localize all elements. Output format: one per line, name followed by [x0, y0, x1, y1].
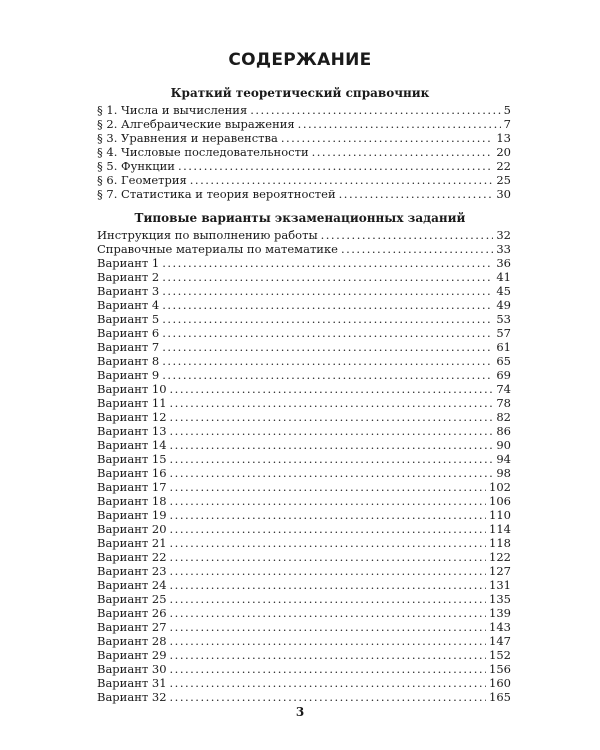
toc-entry-page: 57: [496, 326, 511, 340]
toc-entry-page: 45: [496, 284, 511, 298]
toc-entry-label: § 2. Алгебраические выражения: [97, 117, 295, 131]
toc-entry[interactable]: [97, 648, 511, 662]
toc-entry-label: Инструкция по выполнению работы: [97, 228, 318, 242]
toc-dot-leader: [162, 354, 493, 368]
toc-dot-leader: [190, 173, 494, 187]
toc-entry-label: Вариант 19: [97, 508, 167, 522]
toc-entry-page: 82: [496, 410, 511, 424]
toc-dot-leader: [339, 187, 494, 201]
toc-entry[interactable]: [97, 298, 511, 312]
toc-entry-label: Вариант 27: [97, 620, 167, 634]
toc-dot-leader: [170, 578, 487, 592]
toc-dot-leader: [162, 256, 493, 270]
toc-entry-page: 147: [489, 634, 511, 648]
toc-entry-label: Вариант 21: [97, 536, 167, 550]
toc-dot-leader: [162, 326, 493, 340]
toc-entry[interactable]: [97, 620, 511, 634]
toc-entry-page: 20: [496, 145, 511, 159]
toc-entry-label: Вариант 7: [97, 340, 160, 354]
toc-entry[interactable]: [97, 690, 511, 704]
toc-dot-leader: [170, 480, 487, 494]
toc-entry[interactable]: [97, 312, 511, 326]
toc-entry[interactable]: [97, 606, 511, 620]
toc-entry[interactable]: [97, 466, 511, 480]
toc-entry-page: 7: [503, 117, 511, 131]
toc-entry-page: 131: [489, 578, 511, 592]
toc-entry-page: 5: [503, 103, 511, 117]
toc-dot-leader: [170, 676, 487, 690]
toc-dot-leader: [170, 424, 494, 438]
toc-dot-leader: [170, 466, 494, 480]
toc-entry-label: § 6. Геометрия: [97, 173, 187, 187]
toc-entry[interactable]: [97, 424, 511, 438]
toc-dot-leader: [170, 382, 494, 396]
toc-entry[interactable]: [97, 103, 511, 117]
toc-entry[interactable]: [97, 117, 511, 131]
toc-entry-page: 69: [496, 368, 511, 382]
toc-entry[interactable]: [97, 438, 511, 452]
toc-entry[interactable]: [97, 396, 511, 410]
toc-dot-leader: [298, 117, 501, 131]
toc-entry-label: § 3. Уравнения и неравенства: [97, 131, 278, 145]
toc-entry[interactable]: [97, 564, 511, 578]
toc-entry-label: Вариант 11: [97, 396, 167, 410]
toc-entry[interactable]: [97, 494, 511, 508]
toc-entry-page: 139: [489, 606, 511, 620]
toc-entry[interactable]: [97, 187, 511, 201]
toc-entry-page: 127: [489, 564, 511, 578]
toc-entry-label: Вариант 16: [97, 466, 167, 480]
toc-dot-leader: [170, 536, 487, 550]
toc-entry[interactable]: [97, 284, 511, 298]
toc-entry-label: Вариант 13: [97, 424, 167, 438]
toc-entry-page: 78: [496, 396, 511, 410]
toc-entry[interactable]: [97, 508, 511, 522]
toc-entry-label: Вариант 26: [97, 606, 167, 620]
toc-entry-label: Вариант 12: [97, 410, 167, 424]
toc-entry[interactable]: [97, 326, 511, 340]
toc-entry[interactable]: [97, 578, 511, 592]
toc-entry-page: 90: [496, 438, 511, 452]
toc-dot-leader: [170, 508, 487, 522]
toc-entry-label: § 5. Функции: [97, 159, 175, 173]
toc-entry[interactable]: [97, 382, 511, 396]
toc-entry-page: 160: [489, 676, 511, 690]
toc-entry-page: 106: [489, 494, 511, 508]
toc-entry-label: Вариант 8: [97, 354, 160, 368]
toc-entry[interactable]: [97, 145, 511, 159]
section-heading-variants: Типовые варианты экзаменационных заданий: [134, 211, 466, 225]
toc-entry[interactable]: [97, 522, 511, 536]
toc-dot-leader: [162, 284, 493, 298]
toc-dot-leader: [170, 410, 494, 424]
toc-list-theory: [97, 103, 511, 201]
toc-entry[interactable]: [97, 270, 511, 284]
toc-dot-leader: [170, 606, 487, 620]
toc-dot-leader: [162, 368, 493, 382]
toc-entry[interactable]: [97, 592, 511, 606]
toc-entry-page: 74: [496, 382, 511, 396]
toc-entry-label: Вариант 5: [97, 312, 160, 326]
toc-entry-page: 33: [496, 242, 511, 256]
toc-entry[interactable]: [97, 173, 511, 187]
toc-entry-label: Вариант 18: [97, 494, 167, 508]
toc-dot-leader: [170, 634, 487, 648]
toc-entry-page: 86: [496, 424, 511, 438]
toc-entry-page: 22: [496, 159, 511, 173]
toc-entry-page: 114: [489, 522, 511, 536]
toc-entry-page: 36: [496, 256, 511, 270]
toc-entry-label: Вариант 24: [97, 578, 167, 592]
toc-dot-leader: [170, 690, 487, 704]
toc-entry[interactable]: [97, 662, 511, 676]
toc-entry[interactable]: [97, 536, 511, 550]
toc-entry[interactable]: [97, 368, 511, 382]
toc-entry-page: 118: [489, 536, 511, 550]
toc-entry-label: Вариант 15: [97, 452, 167, 466]
toc-dot-leader: [170, 452, 494, 466]
toc-entry-page: 41: [496, 270, 511, 284]
toc-entry[interactable]: [97, 228, 511, 242]
toc-dot-leader: [178, 159, 493, 173]
toc-entry[interactable]: [97, 256, 511, 270]
toc-dot-leader: [341, 242, 493, 256]
toc-entry-label: Вариант 10: [97, 382, 167, 396]
toc-list-variants: [97, 228, 511, 704]
toc-entry-label: Вариант 14: [97, 438, 167, 452]
toc-entry[interactable]: [97, 340, 511, 354]
toc-entry[interactable]: [97, 131, 511, 145]
toc-entry-page: 65: [496, 354, 511, 368]
toc-dot-leader: [170, 396, 494, 410]
toc-entry-page: 98: [496, 466, 511, 480]
toc-dot-leader: [170, 620, 487, 634]
toc-entry-page: 152: [489, 648, 511, 662]
toc-entry-page: 143: [489, 620, 511, 634]
toc-entry-label: Вариант 2: [97, 270, 160, 284]
toc-entry-label: Вариант 30: [97, 662, 167, 676]
toc-entry[interactable]: [97, 452, 511, 466]
toc-dot-leader: [170, 438, 494, 452]
toc-dot-leader: [170, 550, 487, 564]
toc-entry-label: Вариант 22: [97, 550, 167, 564]
toc-dot-leader: [170, 522, 487, 536]
toc-dot-leader: [281, 131, 494, 145]
toc-entry-page: 25: [496, 173, 511, 187]
toc-dot-leader: [162, 340, 493, 354]
toc-entry[interactable]: [97, 550, 511, 564]
toc-entry-label: Вариант 29: [97, 648, 167, 662]
toc-entry-label: Вариант 3: [97, 284, 160, 298]
toc-entry[interactable]: [97, 159, 511, 173]
toc-entry-label: Вариант 1: [97, 256, 160, 270]
toc-dot-leader: [170, 648, 487, 662]
toc-entry[interactable]: [97, 242, 511, 256]
toc-entry[interactable]: [97, 354, 511, 368]
toc-dot-leader: [162, 270, 493, 284]
toc-entry-label: § 1. Числа и вычисления: [97, 103, 248, 117]
toc-entry-label: Вариант 6: [97, 326, 160, 340]
toc-dot-leader: [162, 298, 493, 312]
toc-entry-label: Вариант 28: [97, 634, 167, 648]
toc-entry-label: § 4. Числовые последовательности: [97, 145, 309, 159]
toc-entry-page: 156: [489, 662, 511, 676]
toc-dot-leader: [162, 312, 493, 326]
toc-dot-leader: [250, 103, 500, 117]
page-title: СОДЕРЖАНИЕ: [228, 50, 372, 70]
toc-entry-label: Вариант 31: [97, 676, 167, 690]
toc-entry-label: Вариант 25: [97, 592, 167, 606]
toc-entry-page: 30: [496, 187, 511, 201]
toc-entry-label: § 7. Статистика и теория вероятностей: [97, 187, 336, 201]
toc-entry-page: 110: [489, 508, 511, 522]
toc-entry[interactable]: [97, 634, 511, 648]
toc-entry-page: 135: [489, 592, 511, 606]
toc-entry-page: 165: [489, 690, 511, 704]
toc-entry-label: Вариант 4: [97, 298, 160, 312]
toc-entry-label: Вариант 23: [97, 564, 167, 578]
toc-dot-leader: [312, 145, 494, 159]
toc-dot-leader: [170, 564, 487, 578]
toc-entry-label: Справочные материалы по математике: [97, 242, 338, 256]
toc-entry-page: 13: [496, 131, 511, 145]
toc-entry-label: Вариант 17: [97, 480, 167, 494]
toc-dot-leader: [321, 228, 494, 242]
toc-dot-leader: [170, 592, 487, 606]
toc-entry-label: Вариант 32: [97, 690, 167, 704]
toc-entry[interactable]: [97, 480, 511, 494]
page-number: 3: [295, 705, 305, 719]
toc-entry-page: 49: [496, 298, 511, 312]
toc-entry-page: 102: [489, 480, 511, 494]
toc-entry-page: 61: [496, 340, 511, 354]
toc-entry-page: 122: [489, 550, 511, 564]
toc-entry-page: 53: [496, 312, 511, 326]
toc-entry-label: Вариант 9: [97, 368, 160, 382]
section-heading-theory: Краткий теоретический справочник: [170, 86, 430, 100]
toc-entry-page: 32: [496, 228, 511, 242]
toc-entry[interactable]: [97, 410, 511, 424]
toc-entry-page: 94: [496, 452, 511, 466]
toc-entry[interactable]: [97, 676, 511, 690]
toc-entry-label: Вариант 20: [97, 522, 167, 536]
toc-dot-leader: [170, 494, 487, 508]
toc-dot-leader: [170, 662, 487, 676]
